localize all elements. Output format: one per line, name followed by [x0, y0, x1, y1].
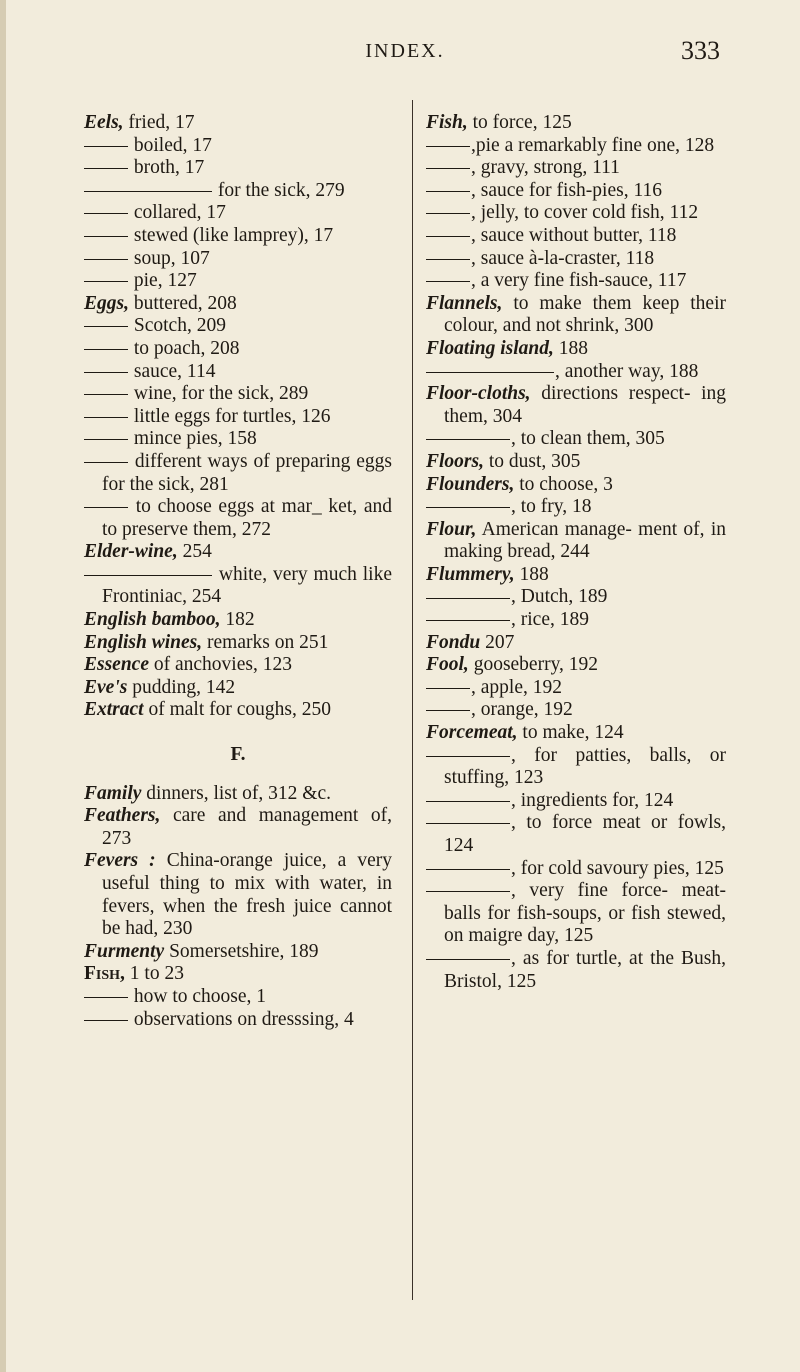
index-subentry: , to fry, 18: [426, 496, 726, 519]
page-header: [90, 36, 720, 80]
index-entry: Eels, fried, 17: [84, 112, 195, 133]
index-subentry: to choose eggs at mar_ ket, and to preserve them, 272: [84, 496, 392, 541]
index-subentry: sauce, 114: [84, 361, 392, 384]
index-subentry: ,pie a remarkably fine one, 128: [426, 135, 726, 158]
index-subentry: , as for turtle, at the Bush, Bristol, 125: [426, 948, 726, 993]
index-entry: Flummery, 188: [426, 563, 549, 585]
index-subentry: , a very fine fish-sauce, 117: [426, 270, 726, 293]
index-subentry: to poach, 208: [84, 338, 392, 361]
index-entry: Flounders, to choose, 3: [426, 473, 613, 495]
index-entry: Eggs, buttered, 208: [84, 292, 237, 314]
index-subentry: stewed (like lamprey), 17: [84, 225, 392, 248]
index-column-right: [426, 112, 726, 993]
index-entry: Fish, to force, 125: [426, 112, 572, 133]
index-subentry: , very fine force- meat-balls for fish-soups, or fish stewed, on maigre day, 125: [426, 880, 726, 948]
index-entry: Fool, gooseberry, 192: [426, 654, 599, 676]
index-subentry: , another way, 188: [426, 361, 726, 384]
index-entry: English wines, remarks on 251: [84, 631, 329, 653]
index-subentry: pie, 127: [84, 270, 392, 293]
index-subentry: white, very much like Frontiniac, 254: [84, 564, 392, 609]
index-subentry: , to clean them, 305: [426, 428, 726, 451]
index-entry: Feathers, care and management of, 273: [84, 805, 392, 849]
index-subentry: little eggs for turtles, 126: [84, 406, 392, 429]
index-subentry: , to force meat or fowls, 124: [426, 812, 726, 857]
index-entry: Eve's pudding, 142: [84, 676, 236, 698]
index-subentry: , gravy, strong, 111: [426, 157, 726, 180]
index-subentry: , sauce à-la-craster, 118: [426, 248, 726, 271]
index-subentry: boiled, 17: [84, 135, 392, 158]
page-number: 333: [681, 36, 720, 65]
index-subentry: mince pies, 158: [84, 428, 392, 451]
index-subentry: Scotch, 209: [84, 315, 392, 338]
page-edge: [0, 0, 6, 1372]
index-entry: Essence of anchovies, 123: [84, 654, 292, 676]
index-subentry: , apple, 192: [426, 677, 726, 700]
index-subentry: different ways of preparing eggs for the sick, 281: [84, 451, 392, 496]
index-subentry: , rice, 189: [426, 609, 726, 632]
index-subentry: observations on dresssing, 4: [84, 1009, 392, 1032]
index-subentry: collared, 17: [84, 202, 392, 225]
running-title: INDEX.: [365, 40, 445, 62]
index-subentry: , ingredients for, 124: [426, 790, 726, 813]
index-entry: Forcemeat, to make, 124: [426, 722, 624, 744]
index-entry: Flannels, to make them keep their colour, and not shrink, 300: [426, 292, 726, 337]
column-divider: [412, 100, 413, 1300]
index-entry: Furmenty Somersetshire, 189: [84, 940, 319, 962]
index-entry: Fish, 1 to 23: [84, 963, 184, 985]
index-column-left: [84, 112, 392, 1031]
index-subentry: broth, 17: [84, 157, 392, 180]
index-entry: Fevers : China-orange juice, a very useful thing to mix with water, in fevers, when the fresh juice cannot be had, 230: [84, 850, 392, 940]
index-subentry: , sauce for fish-pies, 116: [426, 180, 726, 203]
index-entry: English bamboo, 182: [84, 609, 255, 631]
index-entry: Extract of malt for coughs, 250: [84, 699, 331, 721]
index-entry: Elder-wine, 254: [84, 541, 212, 563]
index-subentry: soup, 107: [84, 248, 392, 271]
section-letter-f: F.: [230, 744, 246, 766]
index-subentry: wine, for the sick, 289: [84, 383, 392, 406]
index-subentry: , orange, 192: [426, 699, 726, 722]
index-subentry: , jelly, to cover cold fish, 112: [426, 202, 726, 225]
index-subentry: for the sick, 279: [84, 180, 392, 203]
index-subentry: , Dutch, 189: [426, 586, 726, 609]
index-subentry: , for patties, balls, or stuffing, 123: [426, 745, 726, 790]
index-subentry: , for cold savoury pies, 125: [426, 858, 726, 881]
index-entry: Floors, to dust, 305: [426, 450, 581, 472]
index-entry: Flour, American manage- ment of, in making bread, 244: [426, 518, 726, 563]
index-entry: Floating island, 188: [426, 337, 588, 359]
index-entry: Fondu 207: [426, 631, 515, 653]
index-subentry: , sauce without butter, 118: [426, 225, 726, 248]
index-subentry: how to choose, 1: [84, 986, 392, 1009]
index-entry: Floor-cloths, directions respect- ing them, 304: [426, 383, 726, 427]
index-entry: Family dinners, list of, 312 &c.: [84, 782, 331, 804]
